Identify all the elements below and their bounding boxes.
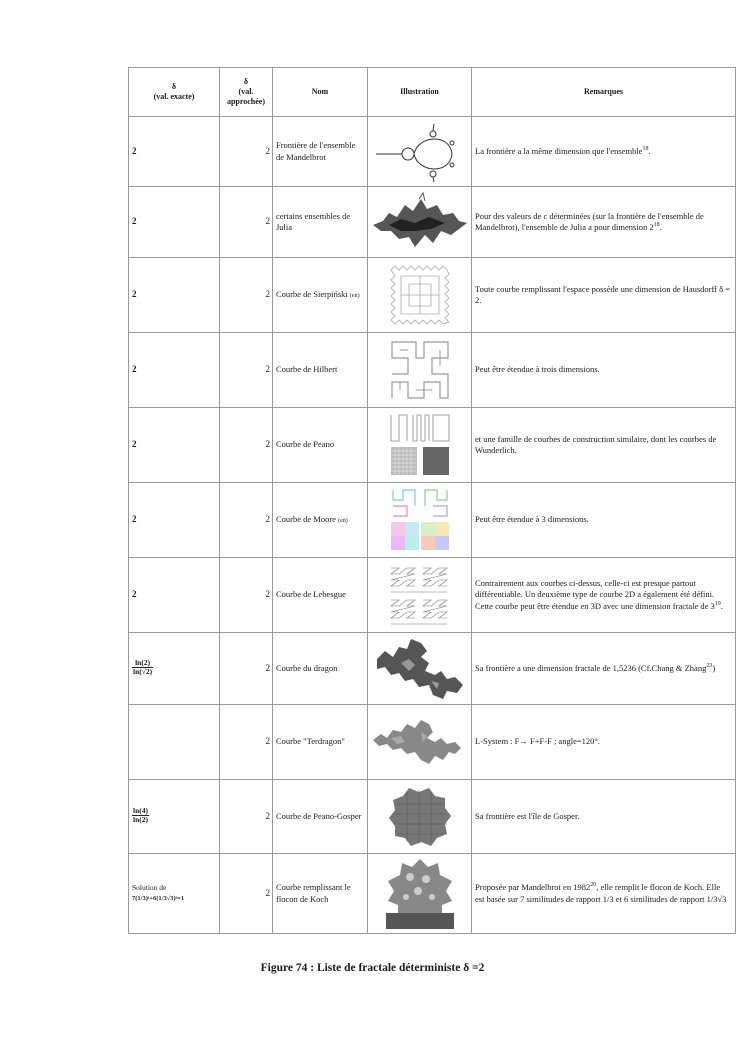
- peano-curve-illustration: [368, 408, 472, 483]
- table-row: [129, 780, 736, 854]
- remark-text: Peut être étendue à 3 dimensions.: [472, 483, 736, 558]
- exact-value: Solution de 7(1/3)ˢ+6(1/3√3)ˢ=1: [129, 854, 220, 934]
- terdragon-curve-illustration: [368, 705, 472, 780]
- remark-text: et une famille de courbes de construction similaire, dont les courbes de Wunderlich.: [472, 408, 736, 483]
- fractal-name: Frontière de l'ensemble de Mandelbrot: [273, 117, 368, 187]
- table-header-row: [129, 68, 736, 117]
- approx-value: 2: [220, 408, 273, 483]
- approx-value: 2: [220, 258, 273, 333]
- table-row: [129, 854, 736, 934]
- fractal-name: Courbe du dragon: [273, 633, 368, 705]
- remark-text: Peut être étendue à trois dimensions.: [472, 333, 736, 408]
- remark-text: Sa frontière a une dimension fractale de 1,5236 (Cf.Chang & Zhang$^{23}$): [472, 633, 736, 705]
- mandelbrot-illustration: [368, 117, 472, 187]
- exact-value: 2: [129, 333, 220, 408]
- table-row: [129, 408, 736, 483]
- gosper-curve-illustration: [368, 780, 472, 854]
- table-row: [129, 633, 736, 705]
- fractal-name: certains ensembles de Julia: [273, 187, 368, 258]
- approx-value: 2: [220, 705, 273, 780]
- table-row: [129, 483, 736, 558]
- exact-value: $\frac{\ln(2)}{\ln(√2)}$: [129, 633, 220, 705]
- approx-value: 2: [220, 633, 273, 705]
- exact-value: 2: [129, 187, 220, 258]
- julia-illustration: [368, 187, 472, 258]
- approx-value: 2: [220, 854, 273, 934]
- approx-value: 2: [220, 483, 273, 558]
- table-row: [129, 117, 736, 187]
- fractal-name: Courbe de Moore (en): [273, 483, 368, 558]
- moore-curve-illustration: [368, 483, 472, 558]
- exact-value: 2: [129, 117, 220, 187]
- lebesgue-curve-illustration: [368, 558, 472, 633]
- exact-value: [129, 705, 220, 780]
- remark-text: Proposée par Mandelbrot en 1982$^{20}$, elle remplit le flocon de Koch. Elle est basée sur 7 similitudes de rapport 1/3 et 6 similitudes de rapport 1/3√3: [472, 854, 736, 934]
- remark-text: Toute courbe remplissant l'espace possède une dimension de Hausdorff δ = 2.: [472, 258, 736, 333]
- exact-value: 2: [129, 558, 220, 633]
- dragon-curve-illustration: [368, 633, 472, 705]
- exact-value: 2: [129, 258, 220, 333]
- koch-filling-curve-illustration: [368, 854, 472, 934]
- exact-value: 2: [129, 483, 220, 558]
- remark-text: L-System : F→ F+F-F ; angle=120°.: [472, 705, 736, 780]
- exact-value: $\frac{\ln(4)}{\ln(2)}$: [129, 780, 220, 854]
- fractal-name: Courbe de Hilbert: [273, 333, 368, 408]
- header-illustration: Illustration: [368, 68, 472, 117]
- hilbert-curve-illustration: [368, 333, 472, 408]
- fractal-name: Courbe de Peano: [273, 408, 368, 483]
- table-row: [129, 258, 736, 333]
- table-row: [129, 558, 736, 633]
- table-row: [129, 333, 736, 408]
- header-approx: δ (val. approchée): [220, 68, 273, 117]
- remark-text: La frontière a la même dimension que l'ensemble$^{18}$.: [472, 117, 736, 187]
- figure-caption: Figure 74 : Liste de fractale déterministe δ =2: [260, 962, 485, 974]
- fractal-name: Courbe remplissant le flocon de Koch: [273, 854, 368, 934]
- remark-text: Pour des valeurs de c déterminées (sur la frontière de l'ensemble de Mandelbrot), l'ensemble de Julia a pour dimension $2^{18}$.: [472, 187, 736, 258]
- approx-value: 2: [220, 780, 273, 854]
- header-name: Nom: [273, 68, 368, 117]
- header-remarks: Remarques: [472, 68, 736, 117]
- fractal-name: Courbe de Peano-Gosper: [273, 780, 368, 854]
- table-row: [129, 705, 736, 780]
- approx-value: 2: [220, 187, 273, 258]
- fractal-name: Courbe "Terdragon": [273, 705, 368, 780]
- fractal-name: Courbe de Sierpiński (en): [273, 258, 368, 333]
- fractal-table: [128, 67, 736, 934]
- fractal-name: Courbe de Lebesgue: [273, 558, 368, 633]
- remark-text: Contrairement aux courbes ci-dessus, celle-ci est presque partout différentiable. Un deuxième type de courbe 2D a également été défini. Cette courbe peut être étendue en 3D avec une dimension fractale de $3^{19}$.: [472, 558, 736, 633]
- remark-text: Sa frontière est l'île de Gosper.: [472, 780, 736, 854]
- approx-value: 2: [220, 333, 273, 408]
- sierpinski-curve-illustration: [368, 258, 472, 333]
- table-row: [129, 187, 736, 258]
- header-exact: δ (val. exacte): [129, 68, 220, 117]
- approx-value: 2: [220, 117, 273, 187]
- exact-value: 2: [129, 408, 220, 483]
- approx-value: 2: [220, 558, 273, 633]
